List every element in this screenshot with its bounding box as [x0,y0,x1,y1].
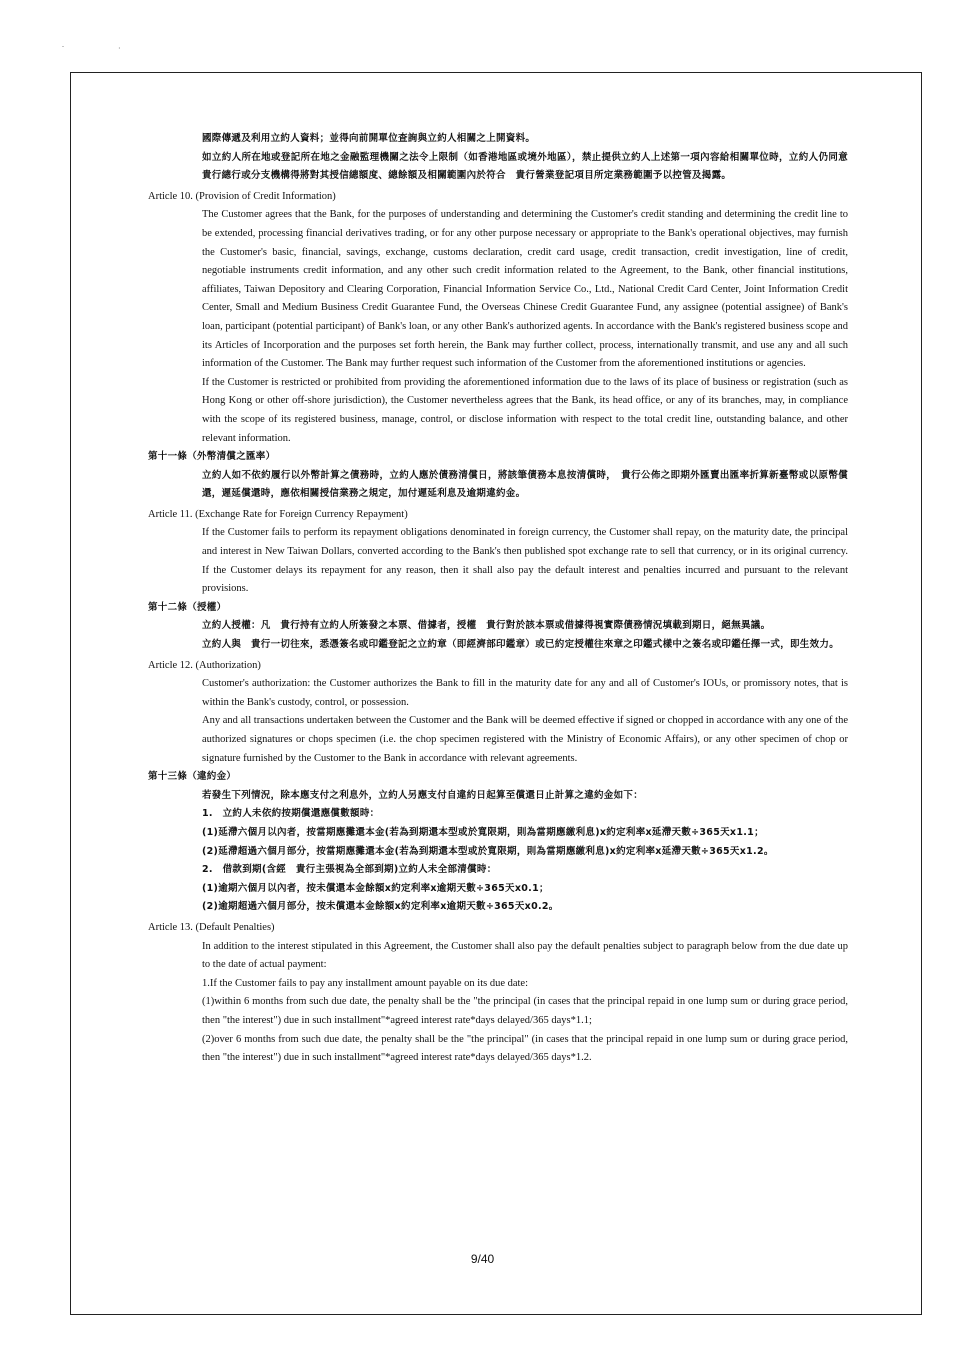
article-13-zh-heading: 第十三條（違約金） [148,771,237,783]
page-number: 9/40 [470,1252,495,1266]
article-11-paragraph: If the Customer fails to perform its repayment obligations denominated in foreign currency, the Customer shall repay, on the maturity date, the principal and interest in New Taiwan Dollars, converted according to the Bank's then published spot exchange rate to sell that currency, or in its original currency. If the Customer delays its repayment for any reason, then it shall also pay the default interest and penalties incurred and pursuant to the relevant provisions. [202,527,848,595]
document-body [148,130,858,1068]
article-13-zh-paragraph: (2)延滯超過六個月部分，按當期應攤還本金(若為到期還本型或於寬限期，則為當期應繳利息)x約定利率x延滯天數÷365天x1.2。 [202,845,774,857]
article-13-zh-paragraph: 2. 借款到期(含經 貴行主張視為全部到期)立約人未全部清償時： [202,864,497,876]
article-11-zh-paragraph: 立約人如不依約履行以外幣計算之債務時，立約人應於債務清償日，將該筆債務本息按清償時， 貴行公佈之即期外匯賣出匯率折算新臺幣或以原幣償還，遲延償還時，應依相關授信業務之規定，加付遲延利息及逾期違約金。 [202,469,848,500]
article-12-paragraph: Any and all transactions undertaken between the Customer and the Bank will be deemed effective if signed or chopped in accordance with any one of the authorized signatures or chops specimen (i.e. the chop specimen registered with the Ministry of Economic Affairs), or any other specimen of chop or signature furnished by the Customer to the Bank in accordance with relevant agreements. [202,715,848,764]
scan-speck: · [118,44,121,53]
article-13-zh-paragraph: (1)延滯六個月以內者，按當期應攤還本金(若為到期還本型或於寬限期，則為當期應繳利息)x約定利率x延滯天數÷365天x1.1； [202,826,764,838]
article-11-zh-heading: 第十一條（外幣清償之匯率） [148,451,276,463]
intro-zh-line: 國際傳遞及利用立約人資料；並得向前開單位查詢與立約人相關之上開資料。 [202,133,536,144]
scan-speck: . [62,40,64,49]
article-13-paragraph: In addition to the interest stipulated in this Agreement, the Customer shall also pay the default penalties subject to paragraph below from the due date up to the date of actual payment: [202,940,848,971]
intro-zh-line: 如立約人所在地或登記所在地之金融監理機關之法令上限制（如香港地區或境外地區），禁止提供立約人上述第一項內容給相關單位時，立約人仍同意 貴行總行或分支機構得將對其授信總額度、總餘額及相關範圍內於符合 貴行營業登記項目所定業務範圍予以控管及揭露。 [202,151,858,182]
article-12-zh-paragraph: 立約人授權：凡 貴行持有立約人所簽發之本票、借據者，授權 貴行對於該本票或借據得視實際債務情況填載到期日，絕無異議。 [202,620,771,632]
article-12-zh-paragraph: 立約人與 貴行一切往來，悉憑簽名或印鑑登記之立約章（即經濟部印鑑章）或已約定授權往來章之印鑑式樣中之簽名或印鑑任擇一式，即生效力。 [202,639,840,651]
article-13-zh-paragraph: (2)逾期超過六個月部分，按未償還本金餘額x約定利率x逾期天數÷365天x0.2。 [202,901,559,913]
article-10-paragraph: If the Customer is restricted or prohibited from providing the aforementioned information due to the laws of its place of business or registration (such as Hong Kong or other off-shore jurisdiction), the Customer nevertheless agrees that the Bank, its head office, or any of its branches, may, in compliance with the scope of its registered business, manage, control, or disclose information with respect to the total credit line, outstanding balance, and other relevant information. [202,376,848,444]
article-12-paragraph: Customer's authorization: the Customer authorizes the Bank to fill in the maturity date for any and all of Customer's IOUs, or promissory notes, that is within the Bank's custody, control, or possession. [202,678,848,708]
article-11-heading: Article 11. (Exchange Rate for Foreign Currency Repayment) [148,508,408,520]
article-13-paragraph: 1.If the Customer fails to pay any installment amount payable on its due date: [202,977,529,989]
article-13-paragraph: (2)over 6 months from such due date, the penalty shall be the "the principal" (in cases that the principal repaid in one lump sum or during grace period, then "the interest") due in such installment"*agreed interest rate*days delayed/365 days*1.2. [202,1033,848,1064]
article-13-zh-paragraph: 1. 立約人未依約按期償還應償數額時： [202,808,380,820]
article-10-paragraph: The Customer agrees that the Bank, for the purposes of understanding and determining the Customer's credit standing and determining the credit line to be extended, processing financial derivatives trading, or for any other purpose necessary or appropriate to the Bank's operational objectives, may furnish the Customer's basic, financial, savings, exchange, customs declaration, credit card usage, credit transaction, credit investigation, line of credit, negotiable instruments credit information, and any other such credit information related to the Agreement, to the Bank, other financial institutions, affiliates, Taiwan Depository and Clearing Corporation, Financial Information Service Co., Ltd., National Credit Card Center, Joint Information Credit Center, Small and Medium Business Credit Guarantee Fund, the Overseas Chinese Credit Guarantee Fund, any assignee (potential assignee) of Bank's loan, participant (potential participant) of Bank's loan, or any other Bank's authorized agents. In accordance with the Bank's registered business scope and its Articles of Incorporation and the purposes set forth herein, the Bank may further collect, process, internationally transmit, and use any and all such information of the Customer. The Bank may further request such information of the Customer from the aforementioned institutions or agencies. [202,209,848,370]
article-13-paragraph: (1)within 6 months from such due date, the penalty shall be the "the principal (in cases that the principal repaid in one lump sum or during grace period, then "the interest") due in such installment"*agreed interest rate*days delayed/365 days*1.1; [202,996,848,1026]
article-10-heading: Article 10. (Provision of Credit Information) [148,190,336,202]
article-13-zh-paragraph: 若發生下列情況，除本應支付之利息外，立約人另應支付自違約日起算至償還日止計算之違約金如下： [202,789,644,801]
article-12-heading: Article 12. (Authorization) [148,659,261,671]
article-12-zh-heading: 第十二條（授權） [148,601,227,613]
article-13-zh-paragraph: (1)逾期六個月以內者，按未償還本金餘額x約定利率x逾期天數÷365天x0.1； [202,882,549,894]
article-13-heading: Article 13. (Default Penalties) [148,921,275,933]
